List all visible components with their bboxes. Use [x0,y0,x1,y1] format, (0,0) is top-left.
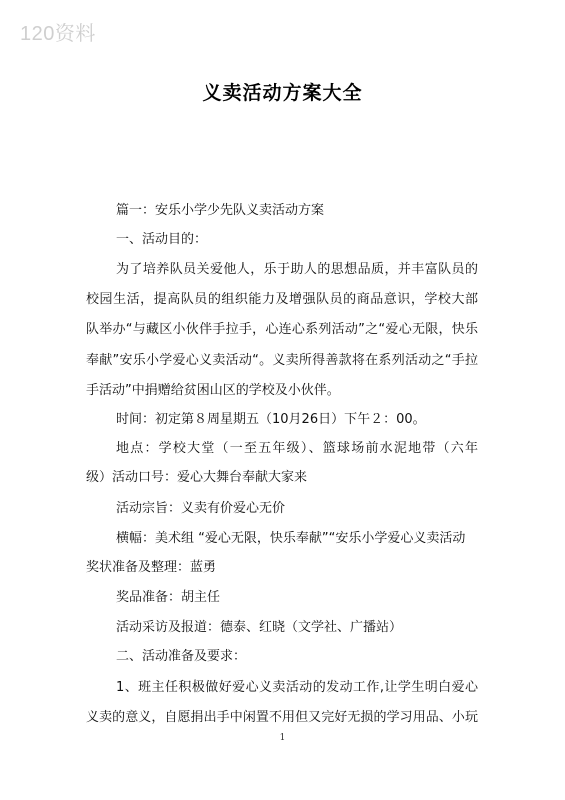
page-number: 1 [279,733,286,743]
paragraph-line: 为了培养队员关爱他人，乐于助人的思想品质，并丰富队员的 [116,262,478,277]
paragraph-line: 队举办“与藏区小伙伴手拉手，心连心系列活动”之“爱心无限，快乐 [86,322,478,337]
paragraph-line: 校园生活，提高队员的组织能力及增强队员的商品意识，学校大部 [86,292,478,307]
prize-line: 奖品准备：胡主任 [116,590,221,605]
paragraph-line: 义卖的意义，自愿捐出手中闲置不用但又完好无损的学习用品、小玩 [86,710,478,725]
slogan-line: 级）活动口号：爱心大舞台奉献大家来 [86,470,308,485]
interview-line: 活动采访及报道：德泰、红晓（文学社、广播站） [116,620,403,635]
paragraph-line: 奉献”安乐小学爱心义卖活动“。义卖所得善款将在系列活动之“手拉 [86,353,478,368]
location-line: 地点：学校大堂（一至五年级）、篮球场前水泥地带（六年 [116,441,478,456]
paragraph-line: 1、班主任积极做好爱心义卖活动的发动工作,让学生明白爱心 [116,680,478,695]
heading-activity-purpose: 一、活动目的： [116,232,208,247]
certificate-line: 奖状准备及整理：蓝勇 [86,560,217,575]
watermark: 120资料 [20,23,96,45]
heading-preparation: 二、活动准备及要求： [116,649,247,664]
time-line: 时间：初定第８周星期五（10月26日）下午２：00。 [116,412,426,427]
section-heading-part1: 篇一：安乐小学少先队义卖活动方案 [116,203,325,218]
document-title: 义卖活动方案大全 [202,82,363,104]
purpose-line: 活动宗旨：义卖有价爱心无价 [116,501,286,516]
paragraph-line: 手活动”中捐赠给贫困山区的学校及小伙伴。 [86,383,340,398]
banner-line: 横幅：美术组 “爱心无限，快乐奉献”“安乐小学爱心义卖活动 [116,531,466,546]
